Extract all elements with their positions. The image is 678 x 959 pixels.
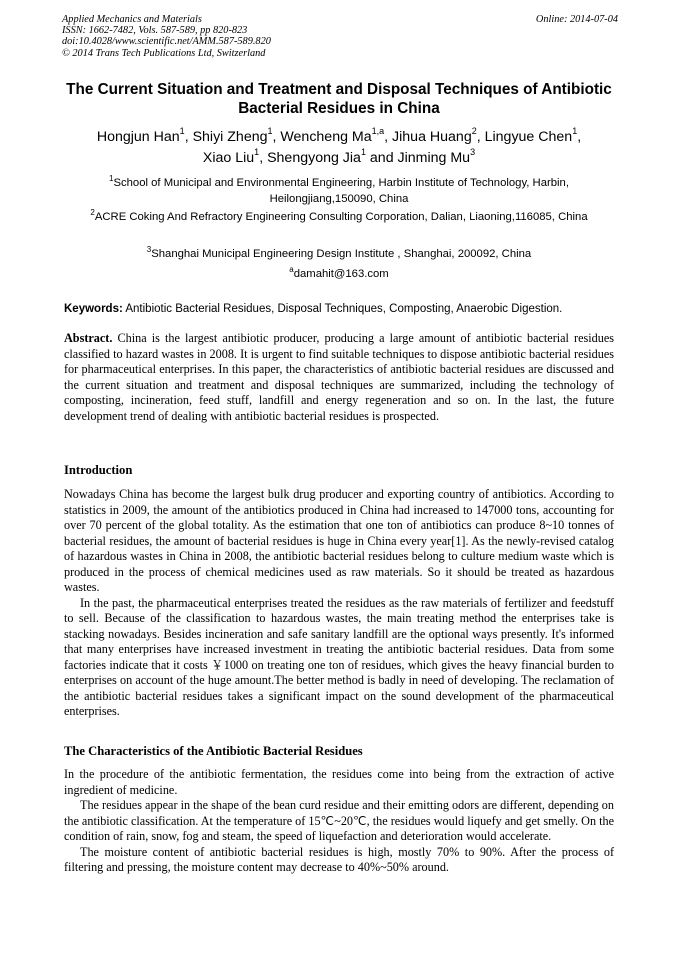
abstract-text: China is the largest antibiotic producer, producing a large amount of antibiotic bacterial residues classified to hazard wastes in 2008. It is urgent to find suitable techniques to dispose antibiotic bacterial residues for pharmaceutical enterprises. In this paper, the characteristics of antibiotic bacterial residues are discussed and the current situation and treatment and disposal techniques are summarized, including the technology of composting, incineration, feed stuff, landfill and energy regeneration and so on. In the last, the future development trend of dealing with antibiotic bacterial residues is prospected. xyxy=(64,331,614,423)
keywords-label: Keywords: xyxy=(64,303,123,315)
author-name: Xiao Liu xyxy=(202,150,255,166)
section-heading-introduction: Introduction xyxy=(64,463,133,477)
paragraph: In the procedure of the antibiotic fermentation, the residues come into being from the extraction of active ingredient of medicine. xyxy=(64,767,614,797)
keywords-text: Antibiotic Bacterial Residues, Disposal Techniques, Composting, Anaerobic Digestion. xyxy=(122,303,563,315)
author-affiliation-mark: 1 xyxy=(572,126,578,137)
author-name: Hongjun Han xyxy=(96,129,180,145)
affiliation-mark: 3 xyxy=(146,245,152,255)
author-name: Wencheng Ma xyxy=(280,129,372,145)
section-characteristics xyxy=(64,767,614,876)
author-affiliation-mark: 1 xyxy=(267,126,273,137)
paper-title: The Current Situation and Treatment and Disposal Techniques of Antibiotic Bacterial Residues in China xyxy=(66,81,612,117)
author-affiliation-mark: 1 xyxy=(179,126,185,137)
affiliation-text: Shanghai Municipal Engineering Design Institute , Shanghai, 200092, China xyxy=(151,248,532,260)
paragraph: Nowadays China has become the largest bulk drug producer and exporting country of antibiotics. According to statistics in 2009, the amount of the antibiotics produced in China had increased to 147000 tons, accounting for over 70 percent of the global totality. As the estimation that one ton of antibiotics can produce 8~10 tonnes of bacterial residues, the amount of bacterial residues is huge in China every year[1]. As the newly-revised catalog of hazardous wastes in China in 2008, the antibiotic bacterial residues belong to culture medium waste which is produced in the process of chemical medicines used as raw materials. So it should be treated as hazardous wastes. xyxy=(64,487,614,594)
author-separator: , xyxy=(184,129,193,145)
paragraph: The residues appear in the shape of the bean curd residue and their emitting odors are different, depending on the antibiotic classification. At the temperature of 15℃~20℃, the residues would liquefy and get smelly. On the condition of rain, snow, fog and steam, the speed of liquefaction and deterioration would accelerate. xyxy=(64,798,614,843)
author-name: Lingyue Chen xyxy=(484,129,573,145)
author-separator: and xyxy=(365,150,398,166)
paragraph: In the past, the pharmaceutical enterprises treated the residues as the raw materials of fertilizer and feedstuff to sell. Because of the classification to hazardous wastes, the main treating method the enterprises take is stacking nowadays. Besides incineration and safe sanitary landfill are the optional ways presently. It's informed that many enterprises have increased investment in treating the antibiotic bacterial residues. Data from some factories indicate that it costs ￥1000 on treating one ton of residues, which gives the heavy financial burden to enterprises on account of the huge amount.The better method is badly in need of developing. The reclamation of the antibiotic bacterial residues takes a significant impact on the sound development of the pharmaceutical enterprises. xyxy=(64,595,614,718)
affiliation-text: ACRE Coking And Refractory Engineering Consulting Corporation, Dalian, Liaoning,116085, China xyxy=(94,211,588,223)
abstract-label: Abstract. xyxy=(64,331,113,345)
author-list xyxy=(62,127,616,169)
affiliation-1 xyxy=(62,176,616,207)
journal-header xyxy=(62,14,618,59)
journal-name: Applied Mechanics and Materials xyxy=(62,14,202,25)
online-date: Online: 2014-07-04 xyxy=(535,14,618,25)
author-separator: , xyxy=(259,150,268,166)
affiliation-mark: 2 xyxy=(90,208,95,218)
copyright-line: © 2014 Trans Tech Publications Ltd, Switzerland xyxy=(62,47,266,59)
affiliation-text: School of Municipal and Environmental Engineering, Harbin Institute of Technology, Harbin, Heilongjiang,150090, China xyxy=(113,177,569,205)
author-affiliation-mark: 1 xyxy=(254,147,260,158)
author-affiliation-mark: 1 xyxy=(360,147,366,158)
author-separator: , xyxy=(577,129,582,145)
abstract xyxy=(64,331,614,424)
author-name: Jinming Mu xyxy=(397,150,471,166)
author-affiliation-mark: 3 xyxy=(470,147,476,158)
email-mark: a xyxy=(289,265,294,275)
author-separator: , xyxy=(476,129,485,145)
section-heading-characteristics: The Characteristics of the Antibiotic Bacterial Residues xyxy=(64,744,363,758)
affiliation-mark: 1 xyxy=(109,174,114,184)
author-affiliation-mark: 2 xyxy=(471,126,477,137)
corresponding-email xyxy=(62,267,616,283)
email-address[interactable]: damahit@163.com xyxy=(293,268,389,280)
author-name: Shengyong Jia xyxy=(267,150,361,166)
author-separator: , xyxy=(272,129,281,145)
author-name: Jihua Huang xyxy=(392,129,472,145)
affiliation-2 xyxy=(62,210,616,226)
author-separator: , xyxy=(384,129,393,145)
paragraph: The moisture content of antibiotic bacterial residues is high, mostly 70% to 90%. After the process of filtering and pressing, the moisture content may decrease to 40%~50% around. xyxy=(64,844,614,874)
keywords xyxy=(64,302,616,317)
issn-line: ISSN: 1662-7482, Vols. 587-589, pp 820-823 xyxy=(62,25,248,37)
author-name: Shiyi Zheng xyxy=(192,129,268,145)
author-affiliation-mark: 1,a xyxy=(371,126,385,137)
affiliation-3 xyxy=(62,247,616,263)
section-introduction xyxy=(64,487,614,720)
doi-line[interactable]: doi:10.4028/www.scientific.net/AMM.587-589.820 xyxy=(62,36,271,48)
